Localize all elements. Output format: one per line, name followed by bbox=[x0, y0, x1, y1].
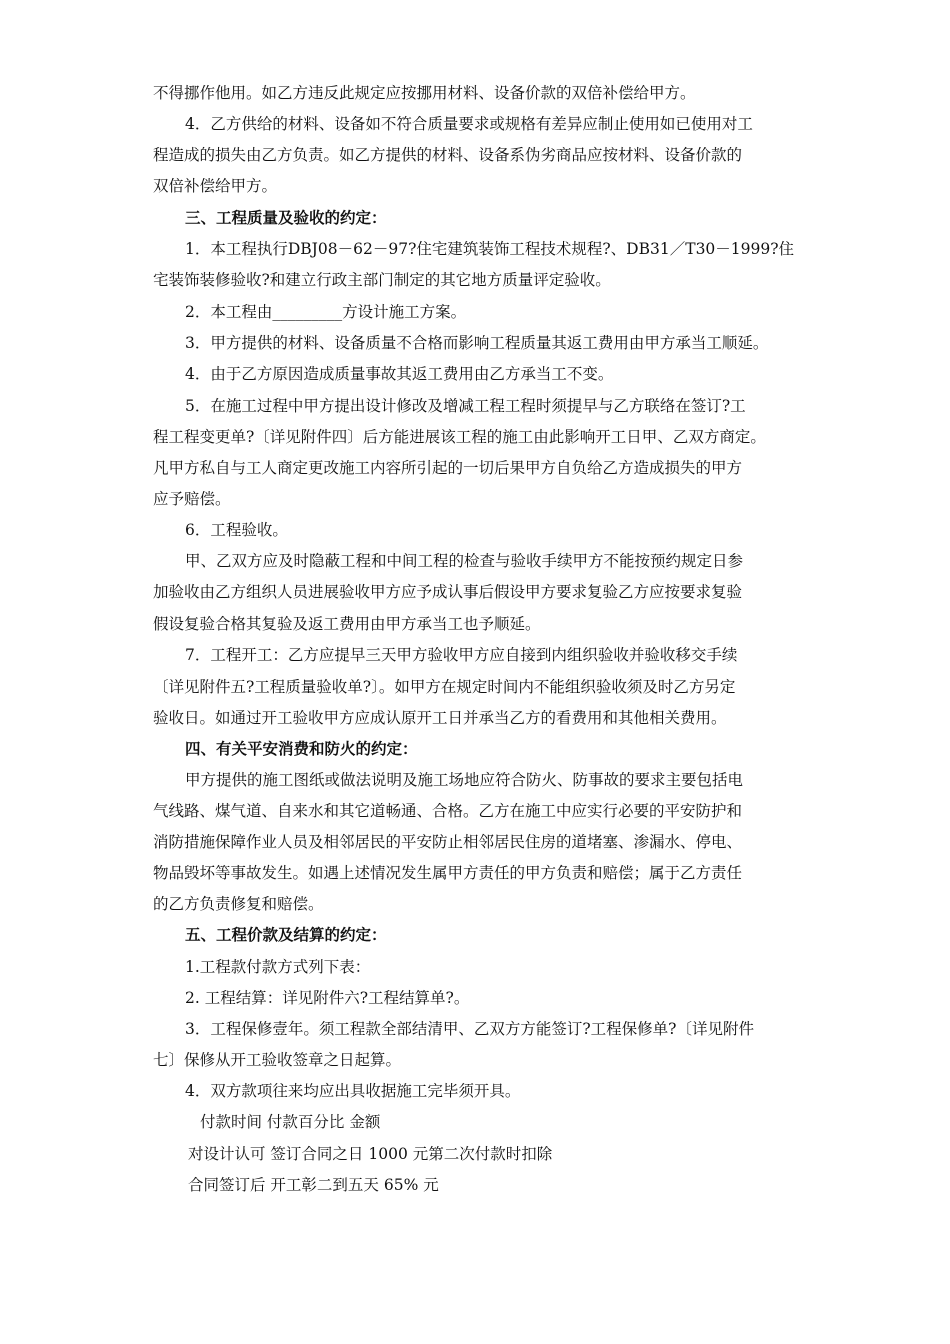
text-line: 1.工程款付款方式列下表： bbox=[185, 958, 371, 976]
text-line: 3．工程保修壹年。须工程款全部结清甲、乙双方方能签订?工程保修单?〔详见附件 bbox=[185, 1020, 754, 1038]
text-line: 不得挪作他用。如乙方违反此规定应按挪用材料、设备价款的双倍补偿给甲方。 bbox=[153, 84, 696, 102]
text-line: 程造成的损失由乙方负责。如乙方提供的材料、设备系伪劣商品应按材料、设备价款的 bbox=[153, 146, 743, 164]
text-line: 1．本工程执行DBJ08－62－97?住宅建筑装饰工程技术规程?、DB31／T30－1999?住 bbox=[185, 240, 795, 258]
text-line: 双倍补偿给甲方。 bbox=[153, 177, 278, 195]
text-line: 程工程变更单?〔详见附件四〕后方能进展该工程的施工由此影响开工日甲、乙双方商定。 bbox=[153, 428, 766, 446]
text-line: 2. 工程结算：详见附件六?工程结算单?。 bbox=[185, 989, 470, 1007]
text-line: 宅装饰装修验收?和建立行政主部门制定的其它地方质量评定验收。 bbox=[153, 271, 611, 289]
section-heading: 四、有关平安消费和防火的约定： bbox=[185, 739, 418, 758]
text-line: 〔详见附件五?工程质量验收单?〕。如甲方在规定时间内不能组织验收须及时乙方另定 bbox=[153, 678, 736, 696]
text-line: 5．在施工过程中甲方提出设计修改及增减工程工程时须提早与乙方联络在签订?工 bbox=[185, 397, 746, 415]
text-line: 甲方提供的施工图纸或做法说明及施工场地应符合防火、防事故的要求主要包括电 bbox=[185, 771, 744, 789]
section-heading: 三、工程质量及验收的约定： bbox=[185, 208, 387, 227]
text-line: 七〕保修从开工验收签章之日起算。 bbox=[153, 1051, 402, 1069]
payment-table-header: 付款时间 付款百分比 金额 bbox=[200, 1113, 381, 1131]
text-line: 4．双方款项往来均应出具收据施工完毕须开具。 bbox=[185, 1082, 521, 1100]
text-line: 4．乙方供给的材料、设备如不符合质量要求或规格有差异应制止使用如已使用对工 bbox=[185, 115, 753, 133]
text-line: 3．甲方提供的材料、设备质量不合格而影响工程质量其返工费用由甲方承当工顺延。 bbox=[185, 334, 769, 352]
text-line: 甲、乙双方应及时隐蔽工程和中间工程的检查与验收手续甲方不能按预约规定日参 bbox=[185, 552, 744, 570]
text-line: 气线路、煤气道、自来水和其它道畅通、合格。乙方在施工中应实行必要的平安防护和 bbox=[153, 802, 743, 820]
text-line: 7．工程开工：乙方应提早三天甲方验收甲方应自接到内组织验收并验收移交手续 bbox=[185, 646, 738, 664]
text-line: 应予赔偿。 bbox=[153, 490, 231, 508]
text-line: 的乙方负责修复和赔偿。 bbox=[153, 895, 324, 913]
payment-table-row: 合同签订后 开工彰二到五天 65% 元 bbox=[188, 1176, 439, 1194]
text-line: 2．本工程由_________方设计施工方案。 bbox=[185, 303, 467, 321]
text-line: 验收日。如通过开工验收甲方应成认原开工日并承当乙方的看费用和其他相关费用。 bbox=[153, 709, 727, 727]
text-line: 6．工程验收。 bbox=[185, 521, 288, 539]
payment-table-row: 对设计认可 签订合同之日 1000 元第二次付款时扣除 bbox=[188, 1145, 553, 1163]
text-line: 假设复验合格其复验及返工费用由甲方承当工也予顺延。 bbox=[153, 615, 541, 633]
text-line: 物品毁坏等事故发生。如遇上述情况发生属甲方责任的甲方负责和赔偿；属于乙方责任 bbox=[153, 864, 743, 882]
text-line: 加验收由乙方组织人员进展验收甲方应予成认事后假设甲方要求复验乙方应按要求复验 bbox=[153, 583, 743, 601]
text-line: 凡甲方私自与工人商定更改施工内容所引起的一切后果甲方自负给乙方造成损失的甲方 bbox=[153, 459, 743, 477]
text-line: 4．由于乙方原因造成质量事故其返工费用由乙方承当工不变。 bbox=[185, 365, 614, 383]
section-heading: 五、工程价款及结算的约定： bbox=[185, 925, 387, 944]
text-line: 消防措施保障作业人员及相邻居民的平安防止相邻居民住房的道堵塞、渗漏水、停电、 bbox=[153, 833, 743, 851]
